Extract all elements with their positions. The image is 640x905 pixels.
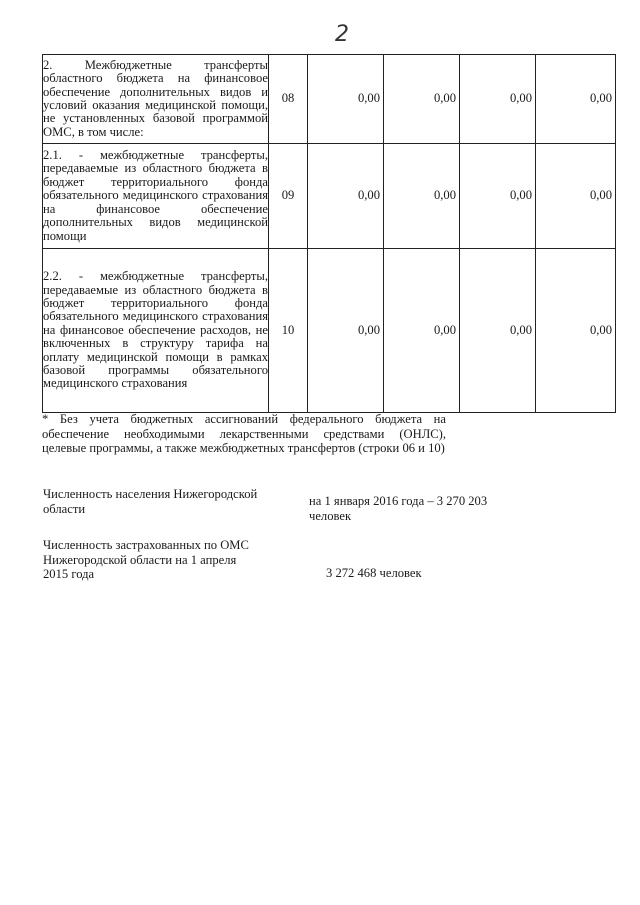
row-value: 0,00	[460, 144, 536, 249]
row-description: 2. Межбюджетные трансферты областного бюджета на финансовое обеспечение дополнительных видов и условий оказания медицинской помощи, не установленных базовой программой ОМС, в том числе:	[43, 55, 269, 144]
row-value: 0,00	[308, 144, 384, 249]
row-value: 0,00	[536, 249, 616, 413]
population-value: на 1 января 2016 года – 3 270 203 человек	[309, 494, 488, 523]
population-label: Численность населения Нижегородской области	[43, 487, 258, 516]
row-code: 09	[269, 144, 308, 249]
insured-value: 3 272 468 человек	[326, 566, 422, 580]
row-description: 2.1. - межбюджетные трансферты, передаваемые из областного бюджета в бюджет территориального фонда обязательного медицинского страхования на финансовое обеспечение дополнительных видов медицинской помощи	[43, 144, 269, 249]
transfers-table	[42, 54, 616, 413]
insured-label: Численность застрахованных по ОМС Нижегородской области на 1 апреля 2015 года	[43, 538, 249, 581]
row-value: 0,00	[460, 55, 536, 144]
row-code: 08	[269, 55, 308, 144]
row-value: 0,00	[308, 249, 384, 413]
page-number: 2	[335, 22, 349, 47]
row-description: 2.2. - межбюджетные трансферты, передаваемые из областного бюджета в бюджет территориального фонда обязательного медицинского страхования на финансовое обеспечение расходов, не включенных в структуру тарифа на оплату медицинской помощи в рамках базовой программы обязательного медицинского страхования	[43, 249, 269, 413]
row-value: 0,00	[460, 249, 536, 413]
table-row	[43, 55, 616, 144]
row-value: 0,00	[384, 55, 460, 144]
table-row	[43, 144, 616, 249]
table-row	[43, 249, 616, 413]
footnote: * Без учета бюджетных ассигнований федерального бюджета на обеспечение необходимыми лекарственными средствами (ОНЛС), целевые программы, а также межбюджетных трансфертов (строки 06 и 10)	[42, 412, 446, 455]
row-value: 0,00	[384, 249, 460, 413]
row-value: 0,00	[308, 55, 384, 144]
row-value: 0,00	[384, 144, 460, 249]
row-code: 10	[269, 249, 308, 413]
row-value: 0,00	[536, 144, 616, 249]
row-value: 0,00	[536, 55, 616, 144]
